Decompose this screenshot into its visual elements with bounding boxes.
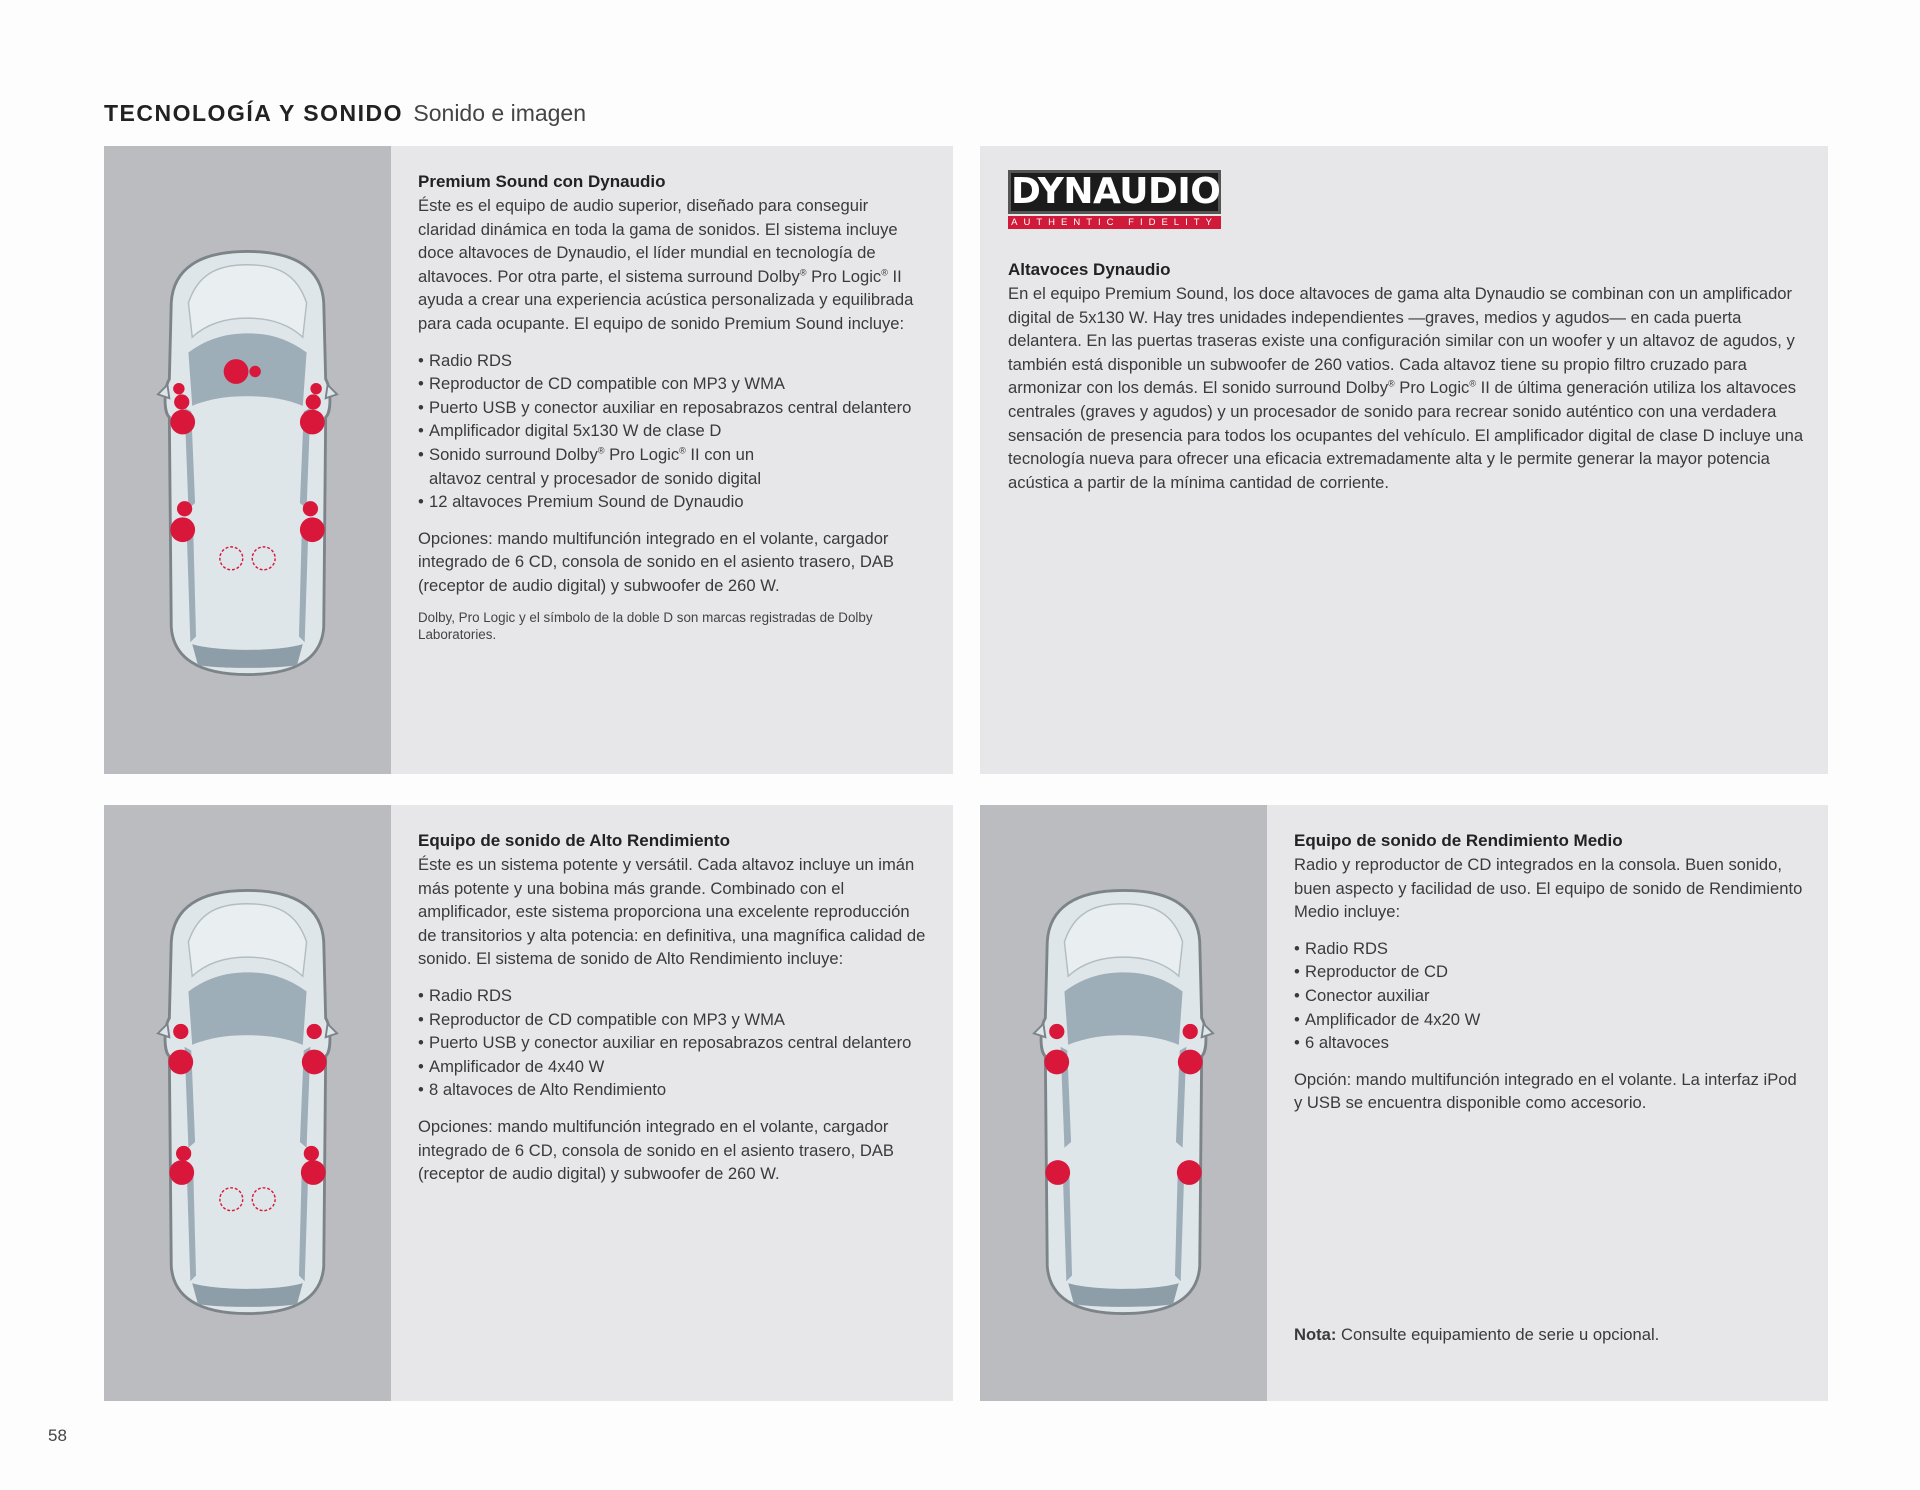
list-item: • Radio RDS [418, 349, 928, 373]
speaker-front-left-tweeter [173, 383, 184, 394]
speaker-rear-right-tweeter [304, 1146, 319, 1161]
list-item: • Puerto USB y conector auxiliar en reposabrazos central delantero [418, 396, 928, 420]
list-item: • Amplificador digital 5x130 W de clase D [418, 419, 928, 443]
speaker-front-left-woofer [168, 1050, 193, 1075]
list-item: • Radio RDS [418, 984, 928, 1008]
speaker-front-right-tweeter [310, 383, 321, 394]
section-subtitle: Sonido e imagen [413, 100, 587, 126]
speaker-rear-left-woofer [170, 517, 195, 542]
speaker-rear-right-woofer [300, 517, 325, 542]
list-item: • Amplificador de 4x40 W [418, 1055, 928, 1079]
speaker-rear-left-tweeter [176, 1146, 191, 1161]
speaker-rear-right-tweeter [303, 501, 318, 516]
page-header [104, 100, 586, 127]
car-speaker-diagram-premium [156, 236, 339, 690]
car-image-box [980, 805, 1267, 1401]
speaker-front-left-tweeter [173, 1024, 188, 1039]
rendimiento-medio-panel [980, 805, 1828, 1401]
list-item: • Puerto USB y conector auxiliar en reposabrazos central delantero [418, 1031, 928, 1055]
premium-title: Premium Sound con Dynaudio [418, 172, 666, 191]
dynaudio-title: Altavoces Dynaudio [1008, 260, 1171, 279]
premium-intro: Éste es el equipo de audio superior, diseñado para conseguir claridad dinámica en toda la gama de sonidos. El sistema incluye doce altavoces de Dynaudio, el líder mundial en tecnología de altavoces. Por otra parte, el sistema surround Dolby® Pro Logic® II ayuda a crear una experiencia acústica personalizada y equilibrada para cada ocupante. El equipo de sonido Premium Sound incluye: [418, 196, 914, 333]
page-number: 58 [48, 1426, 67, 1445]
alto-options: Opciones: mando multifunción integrado en el volante, cargador integrado de 6 CD, consola de sonido en el asiento trasero, DAB (receptor de audio digital) y subwoofer de 260 W. [418, 1116, 894, 1184]
speaker-front-right-tweeter [1183, 1024, 1198, 1039]
car-speaker-diagram-medio [1032, 875, 1215, 1329]
medio-intro: Radio y reproductor de CD integrados en la consola. Buen sonido, buen aspecto y facilidad de uso. El equipo de sonido de Rendimiento Medio incluye: [1294, 855, 1803, 922]
note-label: Nota: [1294, 1325, 1337, 1344]
speaker-rear-left-woofer [169, 1160, 194, 1185]
speaker-rear-left-woofer [1045, 1160, 1070, 1185]
speaker-rear-right-woofer [1177, 1160, 1202, 1185]
list-item: • 8 altavoces de Alto Rendimiento [418, 1078, 928, 1102]
car-image-box [104, 805, 391, 1401]
speaker-front-right-woofer [1178, 1050, 1203, 1075]
dynaudio-logo-wordmark: DYNAUDIO [1008, 170, 1221, 214]
list-item: • 12 altavoces Premium Sound de Dynaudio [418, 490, 928, 514]
premium-options: Opciones: mando multifunción integrado en el volante, cargador integrado de 6 CD, consola de sonido en el asiento trasero, DAB (receptor de audio digital) y subwoofer de 260 W. [418, 528, 894, 595]
alto-title: Equipo de sonido de Alto Rendimiento [418, 831, 730, 850]
premium-sound-panel [104, 146, 953, 774]
car-image-box [104, 146, 391, 774]
dynaudio-body: En el equipo Premium Sound, los doce altavoces de gama alta Dynaudio se combinan con un amplificador digital de 5x130 W. Hay tres unidades independientes —graves, medios y agudos— en cada puerta delantera. En las puertas traseras existe una configuración similar con un woofer y un altavoz de agudos, y también está disponible un subwoofer de 260 vatios. Cada altavoz tiene su propio filtro cruzado para armonizar con los demás. El sonido surround Dolby® Pro Logic® II de última generación utiliza los altavoces centrales (graves y agudos) y un procesador de sonido para recrear sonido auténtico con una verdadera sensación de presencia para todos los ocupantes del vehículo. El amplificador digital de clase D incluye una tecnología nueva para ofrecer una eficacia extremadamente alta y le permite generar la mayor potencia acústica a partir de la mínima cantidad de corriente. [1008, 284, 1804, 492]
list-item: • Sonido surround Dolby® Pro Logic® II con un altavoz central y procesador de sonido digital [418, 443, 789, 490]
medio-feature-list [1294, 937, 1804, 1055]
list-item: • Radio RDS [1294, 937, 1804, 961]
alto-feature-list [418, 984, 928, 1102]
medio-note [1294, 1323, 1804, 1347]
list-item: • Conector auxiliar [1294, 984, 1804, 1008]
medio-option: Opción: mando multifunción integrado en el volante. La interfaz iPod y USB se encuentra disponible como accesorio. [1294, 1069, 1797, 1113]
speaker-rear-right-woofer [301, 1160, 326, 1185]
speaker-front-right-woofer [302, 1050, 327, 1075]
speaker-rear-left-tweeter [177, 501, 192, 516]
dynaudio-logo [1008, 170, 1221, 230]
list-item: • Reproductor de CD [1294, 960, 1804, 984]
premium-text [418, 170, 928, 643]
speaker-front-right-woofer [300, 410, 325, 435]
medio-text [1294, 829, 1804, 1115]
speaker-center-tweeter [249, 366, 260, 377]
list-item: • Reproductor de CD compatible con MP3 y WMA [418, 1008, 928, 1032]
section-title: TECNOLOGÍA Y SONIDO [104, 100, 403, 126]
car-speaker-diagram-alto [156, 875, 339, 1329]
speaker-front-left-woofer [170, 410, 195, 435]
speaker-front-left-woofer [1044, 1050, 1069, 1075]
alto-rendimiento-panel [104, 805, 953, 1401]
speaker-center-woofer [224, 359, 249, 384]
speaker-front-right-tweeter [307, 1024, 322, 1039]
premium-trademark: Dolby, Pro Logic y el símbolo de la doble D son marcas registradas de Dolby Laboratories. [418, 609, 873, 642]
alto-text [418, 829, 928, 1186]
speaker-front-right-mid [306, 394, 321, 409]
speaker-front-left-mid [174, 394, 189, 409]
speaker-front-left-tweeter [1049, 1024, 1064, 1039]
list-item: • Reproductor de CD compatible con MP3 y WMA [418, 372, 928, 396]
list-item: • 6 altavoces [1294, 1031, 1804, 1055]
dynaudio-panel [980, 146, 1828, 774]
alto-intro: Éste es un sistema potente y versátil. Cada altavoz incluye un imán más potente y una bobina más grande. Combinado con el amplificador, este sistema proporciona una excelente reproducción de transitorios y alta potencia: en definitiva, una magnífica calidad de sonido. El sistema de sonido de Alto Rendimiento incluye: [418, 855, 926, 969]
list-item: • Amplificador de 4x20 W [1294, 1008, 1804, 1032]
dynaudio-logo-tagline: AUTHENTIC FIDELITY [1008, 216, 1221, 229]
medio-title: Equipo de sonido de Rendimiento Medio [1294, 831, 1623, 850]
premium-feature-list [418, 349, 928, 514]
dynaudio-text [1008, 258, 1804, 494]
note-text: Consulte equipamiento de serie u opcional. [1336, 1325, 1660, 1344]
